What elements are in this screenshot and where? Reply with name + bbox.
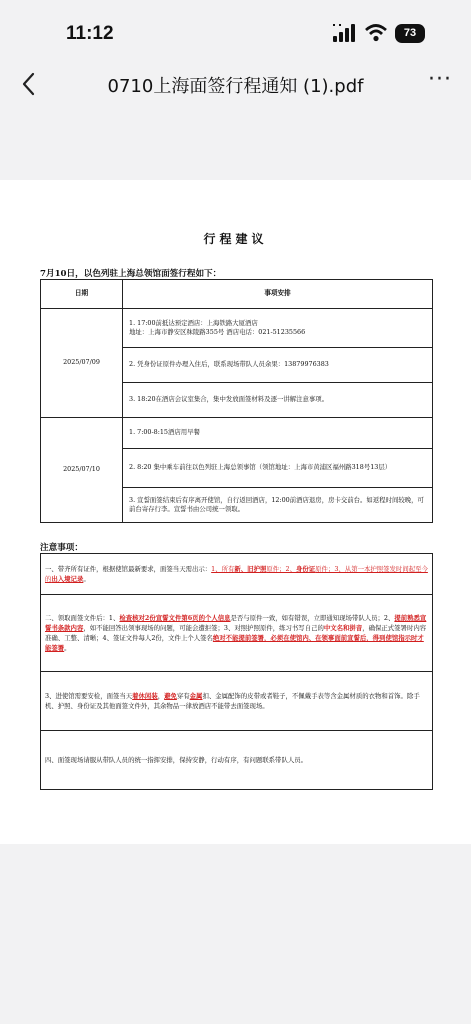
table-row [41,672,433,731]
notes-table [40,553,433,790]
note-text: 。 [83,575,90,583]
schedule-item: 2. 凭身份证原件办理入住后，联系现场带队人员余果：13879976383 [123,348,433,383]
schedule-date: 2025/07/09 [41,309,123,418]
note-highlight: 原件；2、 [266,564,296,573]
note-highlight: 提前熟悉宣誓书条款内容 [45,613,427,632]
table-row [41,554,433,595]
note-highlight: 检查核对2份宣誓文件第6页的个人信息 [119,613,231,622]
status-time: 11:12 [66,23,114,44]
note-text: ， [157,691,165,700]
schedule-date: 2025/07/10 [41,418,123,523]
wifi-icon [364,24,388,42]
note-highlight: 着休闲装 [132,691,158,700]
schedule-item: 3. 18:20在酒店会议室集合，集中发放面签材料及逐一讲解注意事项。 [123,383,433,418]
note-text: 一、带齐所有证件，根据使馆最新要求，面签当天需出示： [45,564,212,573]
note-highlight: 1、所有 [211,564,235,573]
note-text: 。 [64,644,71,653]
doc-heading: 行程建议 [203,232,268,246]
status-bar [0,0,471,60]
doc-intro: 7月10日，以色列驻上海总领馆面签行程如下： [40,269,222,279]
note-item [41,672,433,731]
note-highlight: 原件；3、从第一本护照签发时间起至今的 [45,564,428,583]
table-row [41,595,433,672]
note-highlight: 绝对不能提前签署，必须在使馆内、在领事面前宣誓后，得到使馆指示时才能签署 [45,634,424,653]
table-row [41,309,433,348]
note-text: 穿有 [176,691,190,700]
header-items: 事项安排 [123,280,433,309]
battery-icon [395,24,425,43]
notes-heading: 注意事项： [40,543,83,553]
document-title: 0710上海面签行程通知 (1).pdf [107,76,364,97]
schedule-table [40,279,433,523]
schedule-item: 1. 17:00前抵达预定酒店：上海铁路大厦酒店 地址：上海市静安区秣陵路355号 酒店电话：021-51235566 [123,309,433,348]
more-dots-icon[interactable]: ··· [428,67,452,92]
schedule-header-row [41,280,433,309]
schedule-item: 2. 8:20 集中乘车前往以色列驻上海总领事馆（领馆地址：上海市黄浦区福州路318号13层） [123,449,433,488]
battery-level: 73 [403,27,417,39]
header-date: 日期 [41,280,123,309]
note-text: 3、进使馆需要安检，面签当天 [45,691,133,700]
note-highlight: 避免 [164,691,177,700]
pdf-page [0,180,471,844]
note-highlight: 金属 [189,691,203,700]
viewer-nav-bar [0,60,471,110]
note-item [41,595,433,672]
note-text: 是否与原件一致，如有错误，立即通知现场带队人员；2、 [230,613,395,622]
note-item: 四、面签现场请服从带队人员的统一指挥安排，保持安静，行动有序，有问题联系带队人员。 [41,731,433,790]
note-text: 扣、金属配饰的皮带或者鞋子，不佩戴手表等含金属材质的衣物和首饰。除手机、护照、身份证及其他面签文件外，其余物品一律放酒店不能带去面签现场。 [45,691,420,710]
note-highlight: 新、旧护照 [234,564,267,573]
chevron-left-icon[interactable] [16,66,46,102]
note-highlight: 身份证 [296,564,316,573]
table-row [41,731,433,790]
note-item [41,554,433,595]
schedule-item: 3. 宣誓面签结束后有序离开使馆，自行返回酒店，12:00前酒店退房，房卡交前台。如返程时间较晚，可前台寄存行李。宣誓书由公司统一领取。 [123,488,433,523]
note-highlight: 中文名和拼音 [323,623,363,632]
note-text: ，确保正式签署时内容准确、工整、清晰；4、签证文件每人2份，文件上个人签名 [45,623,427,642]
note-text: 二、领取面签文件后：1、 [45,613,120,622]
schedule-item: 1. 7:00-8:15酒店用早餐 [123,418,433,449]
cellular-signal-icon [333,24,357,42]
table-row [41,418,433,449]
note-highlight: 出入境记录 [51,575,84,583]
note-text: ，如不能回答出领事现场的问题，可能会遭拒签；3、对照护照原件，练习书写自己的 [83,623,324,632]
